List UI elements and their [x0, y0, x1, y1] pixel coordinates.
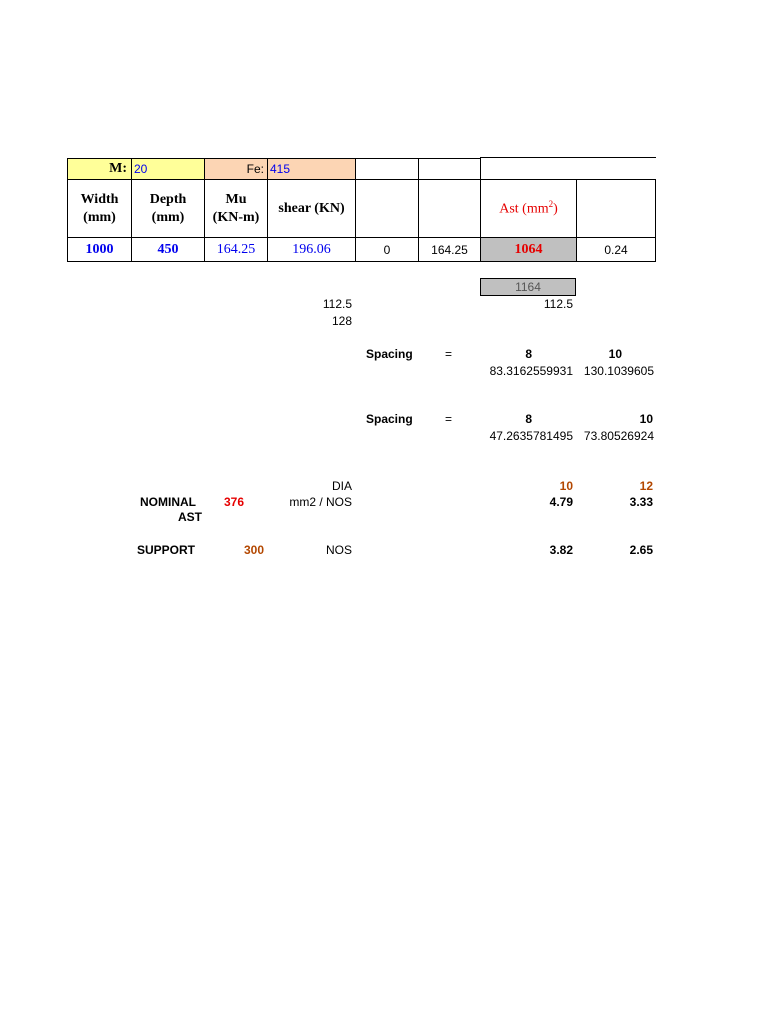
grade-m-value-cell[interactable]	[131, 158, 205, 180]
dia-label: DIA	[331, 479, 352, 493]
boxed-value: 1164	[480, 278, 576, 296]
nominal-nos-b: 3.33	[629, 495, 653, 509]
col6-value: 164.25	[418, 237, 481, 262]
empty-cell	[418, 179, 481, 238]
ast-sublabel: AST	[178, 510, 202, 524]
ast-label: Ast $(mm^2)$	[499, 199, 558, 217]
equals-sign: =	[445, 347, 453, 361]
spacing-label: Spacing	[366, 412, 413, 426]
depth-header	[131, 179, 205, 238]
spacing-dia-b: 10	[639, 412, 653, 426]
nominal-label: NOMINAL	[140, 495, 196, 509]
m-value: 20	[134, 162, 148, 176]
width-header	[67, 179, 132, 238]
left-value-1: 112.5	[322, 297, 352, 311]
m-label: M:	[109, 161, 127, 176]
fe-label: Fe:	[246, 162, 264, 176]
mu-value[interactable]: 164.25	[204, 237, 268, 262]
left-value-2: 128	[331, 314, 352, 328]
nominal-dia-b: 12	[639, 479, 653, 493]
empty-cell	[355, 158, 419, 180]
spacing-value-b: 73.80526924	[583, 429, 654, 443]
empty-cell	[355, 179, 419, 238]
width-unit: (mm)	[83, 209, 116, 225]
support-nos-a: 3.82	[549, 543, 573, 557]
shear-label: shear (KN)	[278, 200, 345, 216]
grade-fe-value-cell[interactable]	[267, 158, 356, 180]
spacing-dia-a: 8	[525, 347, 532, 361]
col8-value: 0.24	[576, 237, 656, 262]
mu-header	[204, 179, 268, 238]
spacing-label: Spacing	[366, 347, 413, 361]
depth-label: Depth	[149, 191, 187, 207]
top-rule	[480, 157, 656, 158]
nominal-ast-value: 376	[224, 495, 245, 509]
depth-unit: (mm)	[151, 209, 185, 225]
right-value-1: 112.5	[543, 297, 573, 311]
spacing-value-a: 83.3162559931	[489, 364, 573, 378]
empty-cell	[418, 158, 481, 180]
col5-value: 0	[355, 237, 419, 262]
empty-cell	[576, 179, 656, 238]
shear-value[interactable]: 196.06	[267, 237, 356, 262]
spacing-dia-b: 10	[608, 347, 622, 361]
shear-header	[267, 179, 356, 238]
nominal-nos-a: 4.79	[549, 495, 573, 509]
grade-m-cell	[67, 158, 132, 180]
nominal-unit: mm2 / NOS	[289, 495, 352, 509]
nominal-dia-a: 10	[559, 479, 573, 493]
mu-unit: (KN-m)	[212, 209, 260, 225]
support-value: 300	[244, 543, 265, 557]
spacing-value-a: 47.2635781495	[489, 429, 573, 443]
spacing-value-b: 130.1039605	[583, 364, 654, 378]
support-unit: NOS	[325, 543, 352, 557]
width-value[interactable]: 1000	[67, 237, 132, 262]
fe-value: 415	[270, 162, 291, 176]
equals-sign: =	[445, 412, 453, 426]
width-label: Width	[80, 191, 119, 207]
grade-fe-cell	[204, 158, 268, 180]
mu-label: Mu	[225, 191, 247, 207]
ast-value: 1064	[480, 237, 577, 262]
ast-header	[480, 179, 577, 238]
depth-value[interactable]: 450	[131, 237, 205, 262]
support-nos-b: 2.65	[629, 543, 653, 557]
spacing-dia-a: 8	[525, 412, 532, 426]
support-label: SUPPORT	[137, 543, 196, 557]
